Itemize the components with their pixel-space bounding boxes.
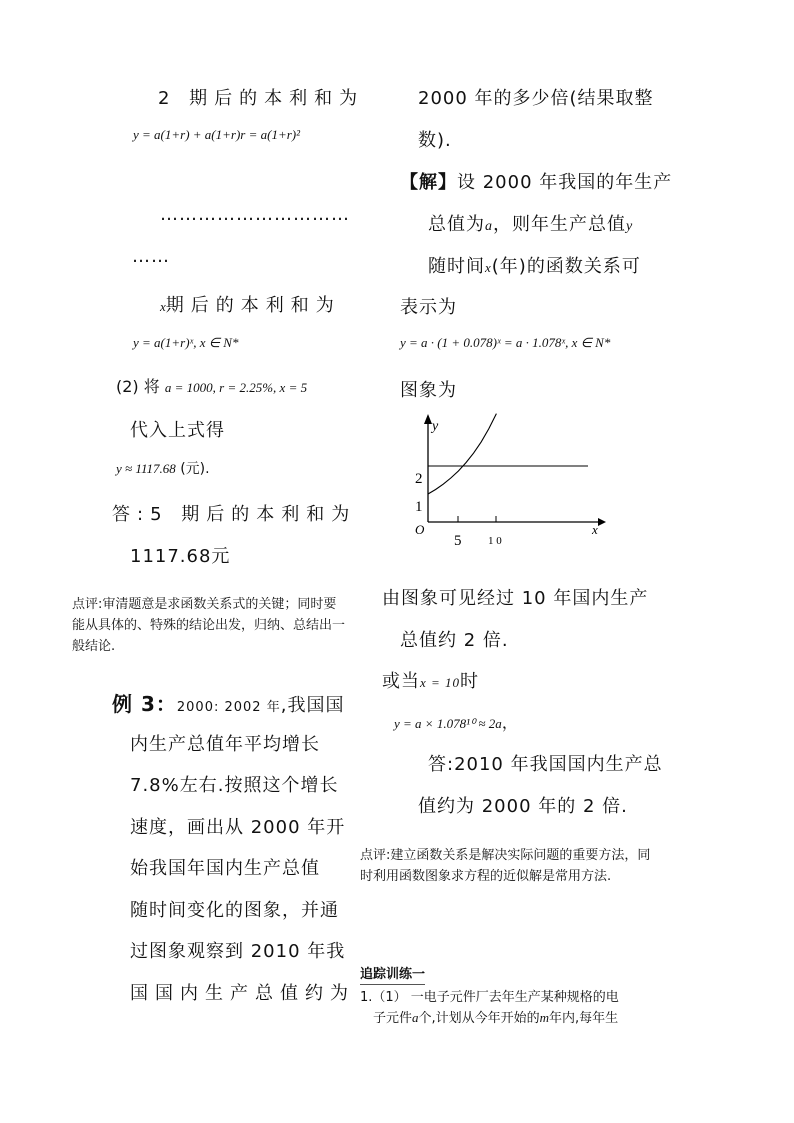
- text-line: 答:5 期后的本利和为: [112, 504, 357, 525]
- math-var: y: [626, 219, 634, 234]
- text-fragment: ，则年生产总值: [493, 214, 626, 235]
- text-fragment: 时: [460, 671, 480, 692]
- text-fragment: 设 2000 年我国的年生产: [457, 172, 673, 193]
- y-tick-label: 1: [415, 499, 423, 515]
- math-var: a: [412, 1010, 419, 1025]
- text-line: [428, 252, 641, 278]
- math-var: x: [485, 260, 492, 275]
- text-fragment: 或当: [382, 671, 420, 692]
- text-line: [428, 210, 633, 236]
- text-line: 由图象可见经过 10 年国内生产: [382, 588, 649, 609]
- section-title: 追踪训练一: [360, 966, 425, 985]
- text-line: 随时间变化的图象，并通: [130, 900, 339, 921]
- math-var: x: [160, 299, 166, 314]
- formula: y = a(1+r) + a(1+r)r = a(1+r)²: [133, 127, 301, 142]
- text-line: 值约为 2000 年的 2 倍.: [418, 796, 628, 817]
- text-line: 表示为: [400, 297, 457, 318]
- text-line: [394, 710, 518, 733]
- ellipsis-line: …………………………: [160, 204, 350, 225]
- text-fragment: (2) 将: [116, 377, 160, 396]
- text-fragment: 子元件: [373, 1011, 413, 1026]
- y-tick-label: 2: [415, 471, 423, 487]
- text-line: 图象为: [400, 380, 457, 401]
- formula: y = a · (1 + 0.078)ˣ = a · 1.078ˣ, x ∈ N*: [400, 335, 611, 350]
- text-line: 过图象观察到 2010 年我: [130, 941, 346, 962]
- y-axis-label: y: [432, 419, 439, 434]
- text-fragment: 随时间: [428, 256, 485, 277]
- text-line: 速度，画出从 2000 年开: [130, 817, 346, 838]
- formula: y = a(1+r)ˣ, x ∈ N*: [133, 335, 239, 350]
- text-fragment: 年内,每年生: [549, 1011, 619, 1026]
- solution-heading: [400, 168, 672, 194]
- text-line: [116, 374, 307, 397]
- text-line: [382, 667, 479, 693]
- x-tick-label: 1 0: [488, 535, 502, 547]
- solution-label: 【解】: [400, 172, 457, 193]
- text-line: 2 期后的本利和为: [158, 88, 365, 109]
- text-line: [373, 1008, 618, 1029]
- text-line: 1.（1） 一电子元件厂去年生产某种规格的电: [360, 990, 619, 1005]
- text-line: [116, 458, 210, 478]
- text-fragment: 总值为: [428, 214, 485, 235]
- text-fragment: 期后的本利和为: [165, 295, 341, 316]
- formula: x = 10: [420, 675, 461, 690]
- formula: y = a × 1.078¹⁰ ≈ 2a: [394, 716, 502, 731]
- text-fragment: ，: [501, 713, 518, 732]
- growth-curve: [428, 414, 496, 494]
- example-label: 例 3：: [112, 692, 177, 716]
- math-var: m: [539, 1010, 550, 1025]
- text-fragment: (年)的函数关系可: [491, 256, 641, 277]
- text-line: 2000 年的多少倍(结果取整: [418, 88, 654, 109]
- text-line: [160, 291, 341, 317]
- text-fragment: 个,计划从今年开始的: [418, 1011, 540, 1026]
- text-line: 总值约 2 倍.: [400, 630, 509, 651]
- formula: a = 1000, r = 2.25%, x = 5: [164, 380, 308, 395]
- text-line: 1117.68元: [130, 546, 231, 567]
- text-line: 内生产总值年平均增长: [130, 734, 320, 755]
- text-fragment: (元).: [180, 461, 210, 477]
- origin-label: O: [415, 522, 425, 537]
- x-axis-label: x: [592, 522, 598, 537]
- text-line: 数).: [418, 130, 452, 151]
- comment: 点评:审清题意是求函数关系式的关键；同时要能从具体的、特殊的结论出发，归纳、总结出一般结论.: [72, 597, 346, 654]
- text-line: 国国内生产总值约为: [130, 983, 355, 1004]
- math-var: a: [485, 219, 493, 234]
- function-graph: [408, 410, 608, 550]
- text-line: 始我国年国内生产总值: [130, 858, 320, 879]
- example-heading: [112, 688, 344, 717]
- formula: y ≈ 1117.68: [116, 461, 176, 476]
- x-axis-arrow-icon: [598, 518, 606, 526]
- text-line: 7.8%左右.按照这个增长: [130, 775, 339, 796]
- ellipsis-line: ……: [132, 246, 170, 267]
- y-axis-arrow-icon: [424, 414, 432, 424]
- text-fragment: ,我国国: [280, 695, 345, 716]
- text-line: 答:2010 年我国国内生产总: [428, 754, 663, 775]
- text-fragment: 2000: 2002 年: [176, 700, 281, 715]
- x-tick-label: 5: [454, 533, 462, 549]
- comment: 点评:建立函数关系是解决实际问题的重要方法，同时利用函数图象求方程的近似解是常用方法.: [360, 848, 651, 884]
- text-line: 代入上式得: [130, 420, 225, 441]
